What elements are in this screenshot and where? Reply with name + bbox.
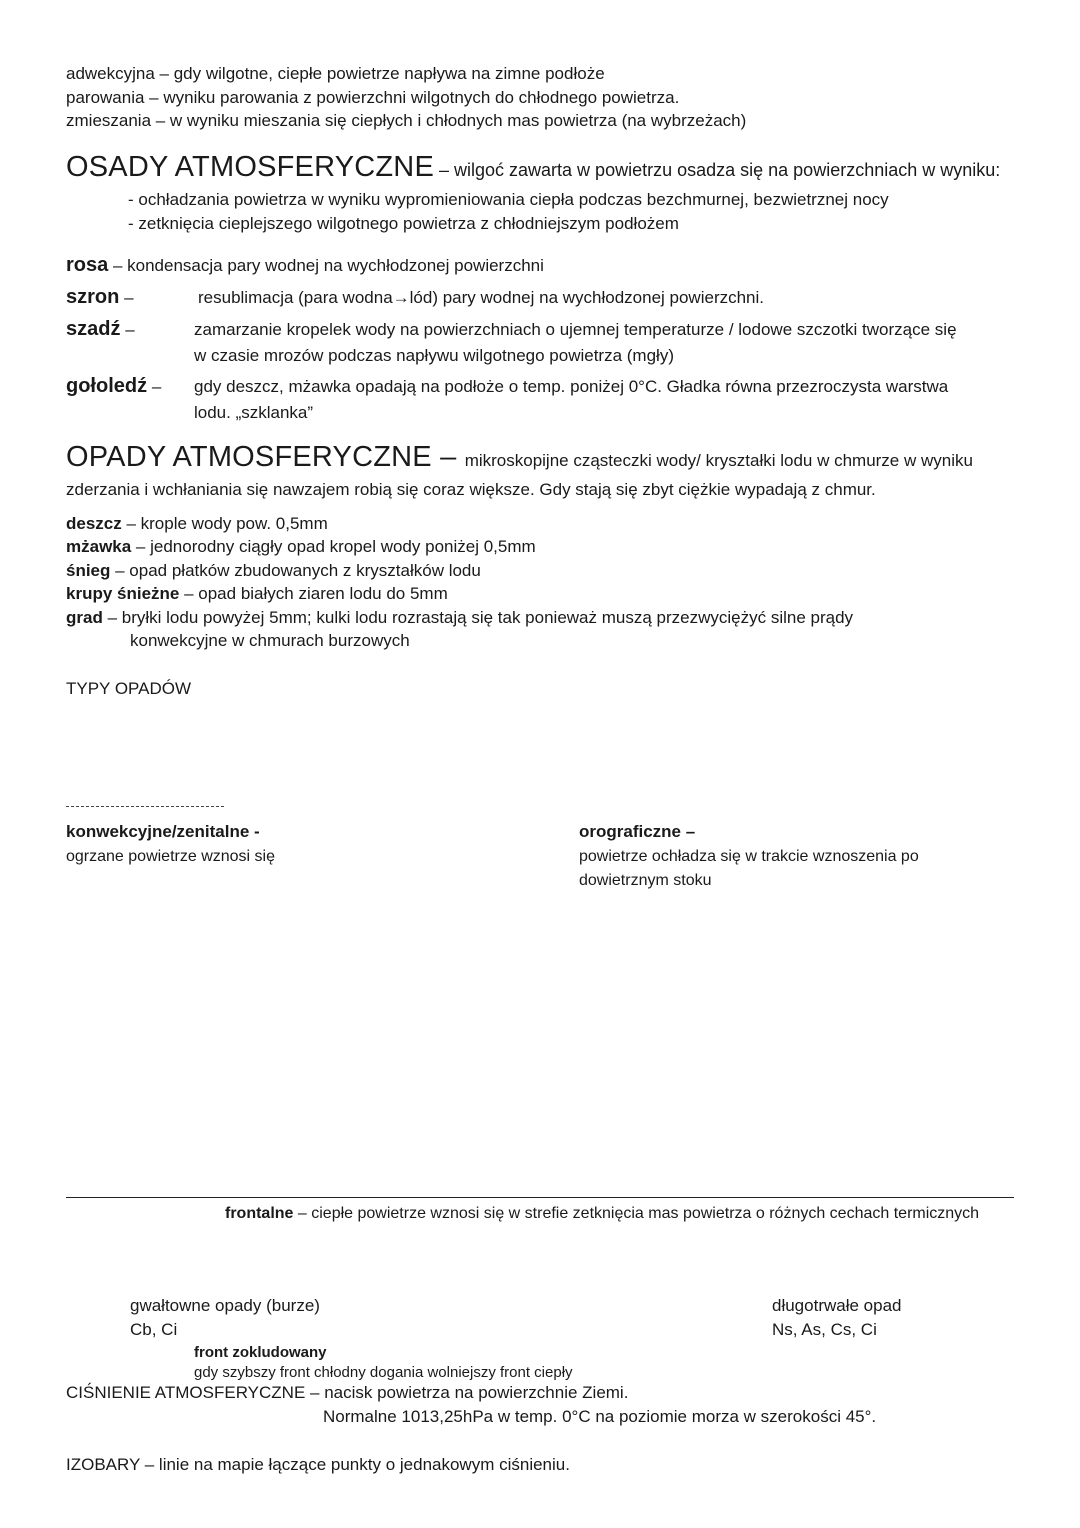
szron-term: szron (66, 286, 120, 308)
snieg-definition: – opad płatków zbudowanych z kryształków lodu (110, 561, 481, 580)
gololedz-definition-1: gdy deszcz, mżawka opadają na podłoże o temp. poniżej 0°C. Gładka równa przezroczysta warstwa (194, 377, 949, 396)
grad-definition-2: konwekcyjne w chmurach burzowych (130, 631, 410, 650)
deszcz-term: deszcz (66, 514, 122, 533)
osady-bullet-2: - zetknięcia cieplejszego wilgotnego powietrza z chłodniejszym podłożem (128, 214, 679, 233)
snieg-entry (66, 561, 481, 581)
krupy-definition: – opad białych ziaren lodu do 5mm (179, 584, 448, 603)
frontalne-entry (225, 1204, 979, 1223)
konwekcyjne-definition: ogrzane powietrze wznosi się (66, 848, 275, 865)
krupy-term: krupy śnieżne (66, 584, 180, 603)
szron-definition: resublimacja (para wodna→lód) pary wodnej na wychłodzonej powierzchni. (198, 288, 765, 307)
gololedz-definition-2: lodu. „szklanka” (194, 403, 314, 422)
mzawka-entry (66, 537, 536, 557)
front-zokludowany-term: front zokludowany (194, 1344, 327, 1361)
szron-term-wrap (66, 285, 134, 309)
konwekcyjne-term: konwekcyjne/zenitalne - (66, 822, 260, 841)
rosa-entry (66, 253, 544, 277)
osady-heading (66, 150, 1000, 185)
rosa-term: rosa (66, 254, 109, 276)
typy-title: TYPY OPADÓW (66, 679, 192, 698)
dlugotrwale-clouds: Ns, As, Cs, Ci (772, 1320, 877, 1339)
front-zokludowany-definition: gdy szybszy front chłodny dogania wolniejszy front ciepły (194, 1364, 573, 1381)
intro-line-adwekcyjna: adwekcyjna – gdy wilgotne, ciepłe powietrze napływa na zimne podłoże (66, 64, 605, 83)
gololedz-term-wrap (66, 374, 161, 398)
opady-dash: – (431, 441, 465, 473)
intro-line-parowania: parowania – wyniku parowania z powierzchni wilgotnych do chłodnego powietrza. (66, 88, 680, 107)
szadz-definition-2: w czasie mrozów podczas napływu wilgotnego powietrza (mgły) (194, 346, 674, 365)
gololedz-dash: – (147, 377, 162, 396)
grad-entry (66, 608, 853, 628)
opady-description-2: zderzania i wchłaniania się nawzajem robią się coraz większe. Gdy stają się zbyt ciężkie wypadają z chmur. (66, 480, 876, 499)
opady-heading (66, 440, 973, 475)
orograficzne-term: orograficzne – (579, 822, 696, 841)
izobary-line: IZOBARY – linie na mapie łączące punkty o jednakowym ciśnieniu. (66, 1455, 570, 1474)
rosa-definition: – kondensacja pary wodnej na wychłodzonej powierzchni (108, 256, 544, 275)
orograficzne-definition-1: powietrze ochładza się w trakcie wznoszenia po (579, 848, 919, 865)
szadz-term-wrap (66, 317, 135, 341)
szadz-term: szadź (66, 318, 121, 340)
osady-description: – wilgoć zawarta w powietrzu osadza się na powierzchniach w wyniku: (434, 160, 1001, 180)
mzawka-definition: – jednorodny ciągły opad kropel wody poniżej 0,5mm (131, 537, 536, 556)
osady-bullet-1: - ochładzania powietrza w wyniku wypromieniowania ciepła podczas bezchmurnej, bezwietrznej nocy (128, 190, 889, 209)
intro-line-zmieszania: zmieszania – w wyniku mieszania się ciepłych i chłodnych mas powietrza (na wybrzeżach) (66, 111, 747, 130)
orograficzne-definition-2: dowietrznym stoku (579, 872, 712, 889)
mzawka-term: mżawka (66, 537, 132, 556)
osady-title: OSADY ATMOSFERYCZNE (66, 151, 434, 183)
frontalne-definition: – ciepłe powietrze wznosi się w strefie zetknięcia mas powietrza o różnych cechach termicznych (293, 1205, 980, 1222)
gwaltowne-clouds: Cb, Ci (130, 1320, 178, 1339)
frontalne-term: frontalne (225, 1205, 294, 1222)
cisnienie-line-2: Normalne 1013,25hPa w temp. 0°C na poziomie morza w szerokości 45°. (323, 1407, 877, 1426)
gololedz-term: gołoledź (66, 375, 148, 397)
deszcz-entry (66, 514, 328, 534)
snieg-term: śnieg (66, 561, 111, 580)
opady-description-1: mikroskopijne cząsteczki wody/ kryształki lodu w chmurze w wyniku (464, 451, 973, 470)
gwaltowne-opady: gwałtowne opady (burze) (130, 1296, 320, 1315)
krupy-entry (66, 584, 448, 604)
szadz-definition-1: zamarzanie kropelek wody na powierzchniach o ujemnej temperaturze / lodowe szczotki tworzące się (194, 320, 957, 339)
grad-term: grad (66, 608, 103, 627)
szadz-dash: – (120, 320, 135, 339)
grad-definition-1: – bryłki lodu powyżej 5mm; kulki lodu rozrastają się tak ponieważ muszą przezwyciężyć silne prądy (102, 608, 854, 627)
opady-title: OPADY ATMOSFERYCZNE (66, 441, 432, 473)
deszcz-definition: – krople wody pow. 0,5mm (121, 514, 328, 533)
dashed-divider (66, 806, 224, 807)
szron-dash: – (119, 288, 134, 307)
cisnienie-line-1: CIŚNIENIE ATMOSFERYCZNE – nacisk powietrza na powierzchnie Ziemi. (66, 1383, 629, 1402)
dlugotrwale-opady: długotrwałe opad (772, 1296, 902, 1315)
frontalne-divider (66, 1197, 1014, 1198)
